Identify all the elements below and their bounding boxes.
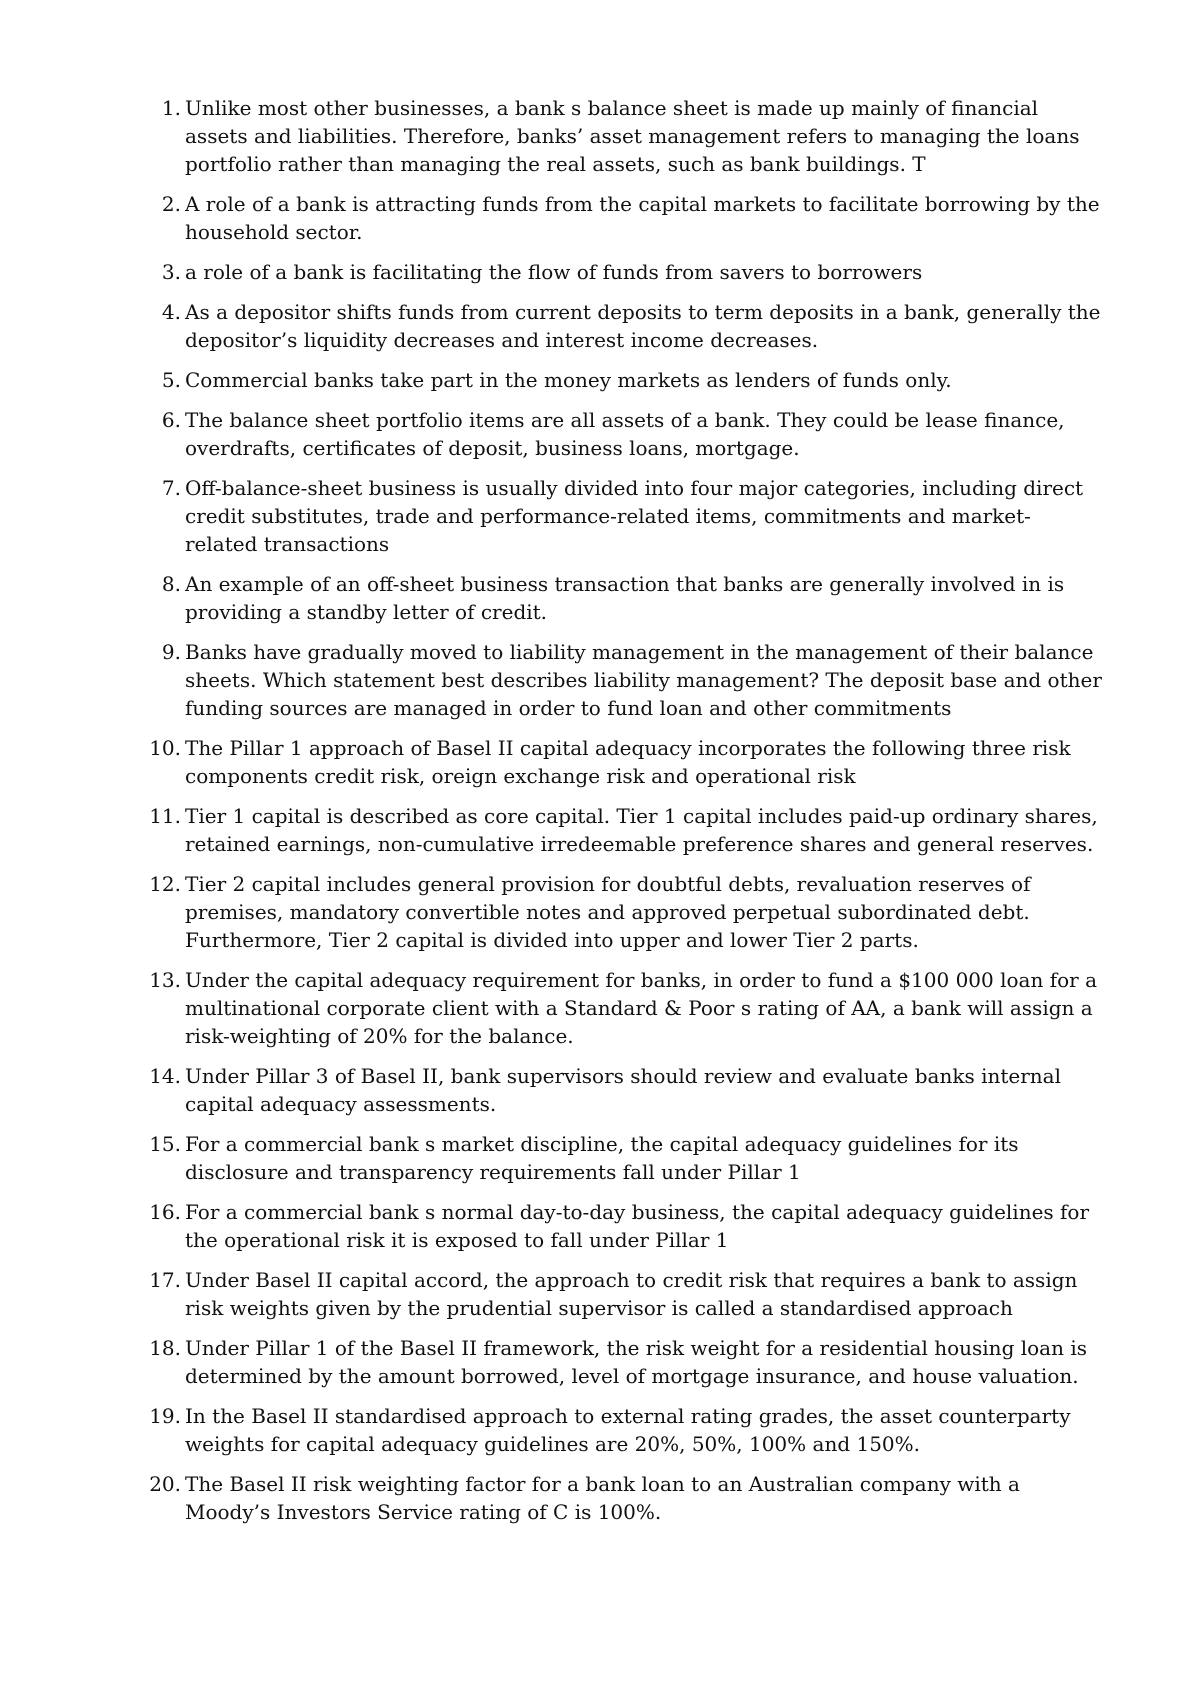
list-item [143, 1198, 1103, 1254]
list-item [143, 1266, 1103, 1322]
item-text: The Pillar 1 approach of Basel II capital adequacy incorporates the following three risk components credit risk, oreign exchange risk and operational risk [185, 736, 1071, 788]
item-text: Tier 2 capital includes general provision for doubtful debts, revaluation reserves of premises, mandatory convertible notes and approved perpetual subordinated debt. Furthermore, Tier 2 capital is divided into upper and lower Tier 2 parts. [185, 872, 1031, 952]
item-number: 8. [161, 572, 181, 596]
item-number: 19. [149, 1404, 181, 1428]
item-text: a role of a bank is facilitating the flow of funds from savers to borrowers [185, 260, 923, 284]
list-item [143, 298, 1103, 354]
list-item [143, 802, 1103, 858]
item-text: An example of an off-sheet business transaction that banks are generally involved in is providing a standby letter of credit. [185, 572, 1065, 624]
item-text: In the Basel II standardised approach to external rating grades, the asset counterparty weights for capital adequacy guidelines are 20%, 50%, 100% and 150%. [185, 1404, 1071, 1456]
list-item [143, 366, 1103, 394]
item-text: Off-balance-sheet business is usually divided into four major categories, including direct credit substitutes, trade and performance-related items, commitments and market-related transactions [185, 476, 1084, 556]
list-item [143, 190, 1103, 246]
list-item [143, 1062, 1103, 1118]
item-number: 14. [149, 1064, 181, 1088]
item-text: The balance sheet portfolio items are all assets of a bank. They could be lease finance, overdrafts, certificates of deposit, business loans, mortgage. [185, 408, 1065, 460]
numbered-list [143, 94, 1103, 1538]
item-number: 3. [161, 260, 181, 284]
item-number: 2. [161, 192, 181, 216]
item-number: 16. [149, 1200, 181, 1224]
item-number: 10. [149, 736, 181, 760]
item-number: 9. [161, 640, 181, 664]
list-item [143, 1334, 1103, 1390]
list-item [143, 870, 1103, 954]
list-item [143, 638, 1103, 722]
item-number: 17. [149, 1268, 181, 1292]
item-text: Tier 1 capital is described as core capital. Tier 1 capital includes paid-up ordinary shares, retained earnings, non-cumulative irredeemable preference shares and general reserves. [185, 804, 1098, 856]
list-item [143, 966, 1103, 1050]
item-text: The Basel II risk weighting factor for a bank loan to an Australian company with a Moody’s Investors Service rating of C is 100%. [185, 1472, 1020, 1524]
item-text: For a commercial bank s normal day-to-day business, the capital adequacy guidelines for the operational risk it is exposed to fall under Pillar 1 [185, 1200, 1090, 1252]
item-text: A role of a bank is attracting funds from the capital markets to facilitate borrowing by the household sector. [185, 192, 1100, 244]
item-text: Under Pillar 1 of the Basel II framework, the risk weight for a residential housing loan is determined by the amount borrowed, level of mortgage insurance, and house valuation. [185, 1336, 1087, 1388]
list-item [143, 734, 1103, 790]
item-number: 4. [161, 300, 181, 324]
list-item [143, 1402, 1103, 1458]
item-number: 18. [149, 1336, 181, 1360]
list-item [143, 258, 1103, 286]
item-text: Banks have gradually moved to liability management in the management of their balance sheets. Which statement best describes liability management? The deposit base and other funding sources are managed in order to fund loan and other commitments [185, 640, 1102, 720]
item-number: 7. [161, 476, 181, 500]
list-item [143, 474, 1103, 558]
item-number: 1. [161, 96, 181, 120]
item-text: As a depositor shifts funds from current deposits to term deposits in a bank, generally the depositor’s liquidity decreases and interest income decreases. [185, 300, 1101, 352]
item-number: 15. [149, 1132, 181, 1156]
item-text: For a commercial bank s market discipline, the capital adequacy guidelines for its disclosure and transparency requirements fall under Pillar 1 [185, 1132, 1019, 1184]
item-number: 12. [149, 872, 181, 896]
list-item [143, 570, 1103, 626]
list-item [143, 1130, 1103, 1186]
item-text: Unlike most other businesses, a bank s balance sheet is made up mainly of financial assets and liabilities. Therefore, banks’ asset management refers to managing the loans portfolio rather than managing the real assets, such as bank buildings. T [185, 96, 1080, 176]
item-text: Under Pillar 3 of Basel II, bank supervisors should review and evaluate banks internal capital adequacy assessments. [185, 1064, 1062, 1116]
item-number: 6. [161, 408, 181, 432]
item-number: 20. [149, 1472, 181, 1496]
item-text: Under the capital adequacy requirement for banks, in order to fund a $100 000 loan for a multinational corporate client with a Standard & Poor s rating of AA, a bank will assign a risk-weighting of 20% for the balance. [185, 968, 1097, 1048]
item-text: Commercial banks take part in the money markets as lenders of funds only. [185, 368, 952, 392]
list-item [143, 1470, 1103, 1526]
item-text: Under Basel II capital accord, the approach to credit risk that requires a bank to assign risk weights given by the prudential supervisor is called a standardised approach [185, 1268, 1078, 1320]
item-number: 5. [161, 368, 181, 392]
item-number: 11. [149, 804, 181, 828]
list-item [143, 94, 1103, 178]
item-number: 13. [149, 968, 181, 992]
list-item [143, 406, 1103, 462]
